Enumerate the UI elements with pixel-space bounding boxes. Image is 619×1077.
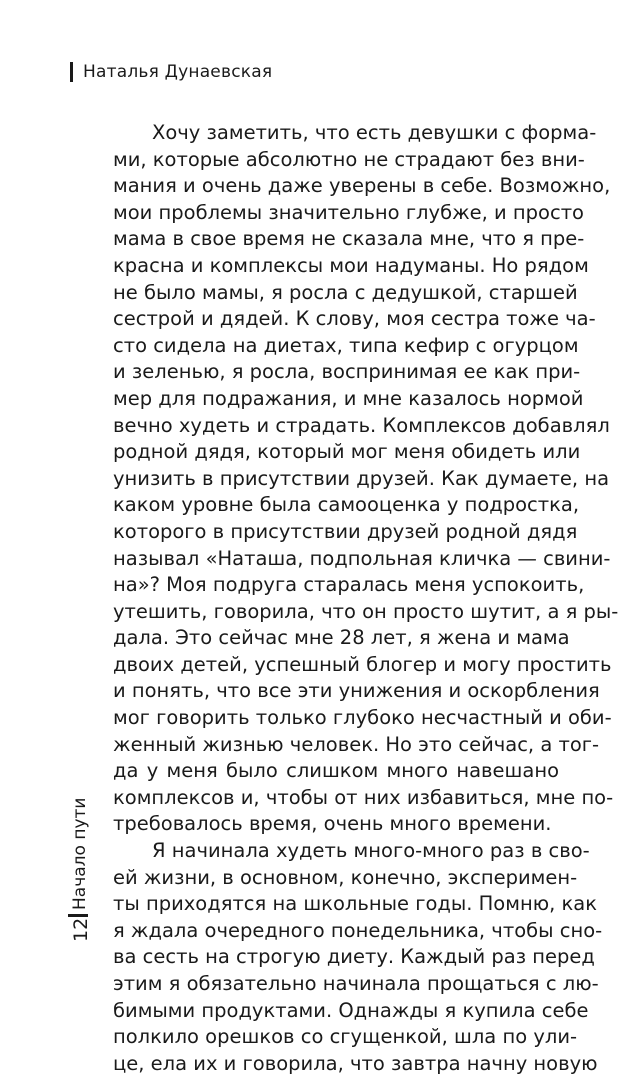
text-line: Я начинала худеть много-много раз в сво- <box>152 839 590 863</box>
text-line: це, ела их и говорила, что завтра начну новую <box>113 1051 598 1075</box>
text-line: каком уровне была самооценка у подростка, <box>113 493 580 517</box>
paragraph <box>113 120 619 838</box>
section-title: Начало пути <box>70 797 90 910</box>
text-line: мог говорить только глубоко несчастный и оби- <box>113 706 612 730</box>
text-line: унизить в присутствии друзей. Как думаете, на <box>113 466 610 490</box>
text-line: полкило орешков со сгущенкой, шла по ули- <box>113 1025 578 1049</box>
text-line: ва сесть на строгую диету. Каждый раз перед <box>113 945 595 969</box>
footer-rule <box>68 914 88 917</box>
page-number: 12 <box>70 917 92 942</box>
text-line: сестрой и дядей. К слову, моя сестра тоже ча- <box>113 307 596 331</box>
text-line: на»? Моя подруга старалась меня успокоить, <box>113 573 585 597</box>
text-line: я ждала очередного понедельника, чтобы сно- <box>113 918 603 942</box>
text-line: ми, которые абсолютно не страдают без вни- <box>113 147 585 171</box>
text-line: красна и комплексы мои надуманы. Но рядом <box>113 253 589 277</box>
text-line: ты приходятся на школьные годы. Помню, как <box>113 892 598 916</box>
text-line: и понять, что все эти унижения и оскорбления <box>113 679 600 703</box>
text-line: и зеленью, я росла, воспринимая ее как при- <box>113 360 581 384</box>
text-line: дала. Это сейчас мне 28 лет, я жена и мама <box>113 626 570 650</box>
body-text <box>113 120 619 1077</box>
text-line: бимыми продуктами. Однажды я купила себе <box>113 998 589 1022</box>
text-line: родной дядя, который мог меня обидеть или <box>113 440 581 464</box>
text-line: мои проблемы значительно глубже, и просто <box>113 200 584 224</box>
text-line: мама в свое время не сказала мне, что я пре- <box>113 227 585 251</box>
text-line: сто сидела на диетах, типа кефир с огурцом <box>113 333 579 357</box>
text-line: Хочу заметить, что есть девушки с форма- <box>152 121 597 144</box>
author-name: Наталья Дунаевская <box>83 62 273 82</box>
text-line: утешить, говорила, что он просто шутит, а я ры- <box>113 599 619 623</box>
text-line: не было мамы, я росла с дедушкой, старшей <box>113 280 578 304</box>
text-line: называл «Наташа, подпольная кличка — свини- <box>113 546 611 570</box>
text-line: да у меня было слишком много навешано <box>113 759 559 783</box>
text-line: ей жизни, в основном, конечно, эксперимен- <box>113 865 578 889</box>
text-line: двоих детей, успешный блогер и могу простить <box>113 652 612 676</box>
text-line: этим я обязательно начинала прощаться с лю- <box>113 972 599 995</box>
text-line: требовалось время, очень много времени. <box>113 812 552 836</box>
section-marker <box>70 798 90 910</box>
text-line: мания и очень даже уверены в себе. Возможно, <box>113 174 611 198</box>
text-line: вечно худеть и страдать. Комплексов добавлял <box>113 413 610 437</box>
text-line: которого в присутствии друзей родной дядя <box>113 519 578 543</box>
header-rule <box>70 62 73 82</box>
running-header <box>70 62 272 82</box>
paragraph <box>113 838 603 1077</box>
text-line: мер для подражания, и мне казалось нормой <box>113 386 584 410</box>
text-line: комплексов и, чтобы от них избавиться, мне по- <box>113 785 614 809</box>
text-line: женный жизнью человек. Но это сейчас, а тог- <box>113 732 600 756</box>
